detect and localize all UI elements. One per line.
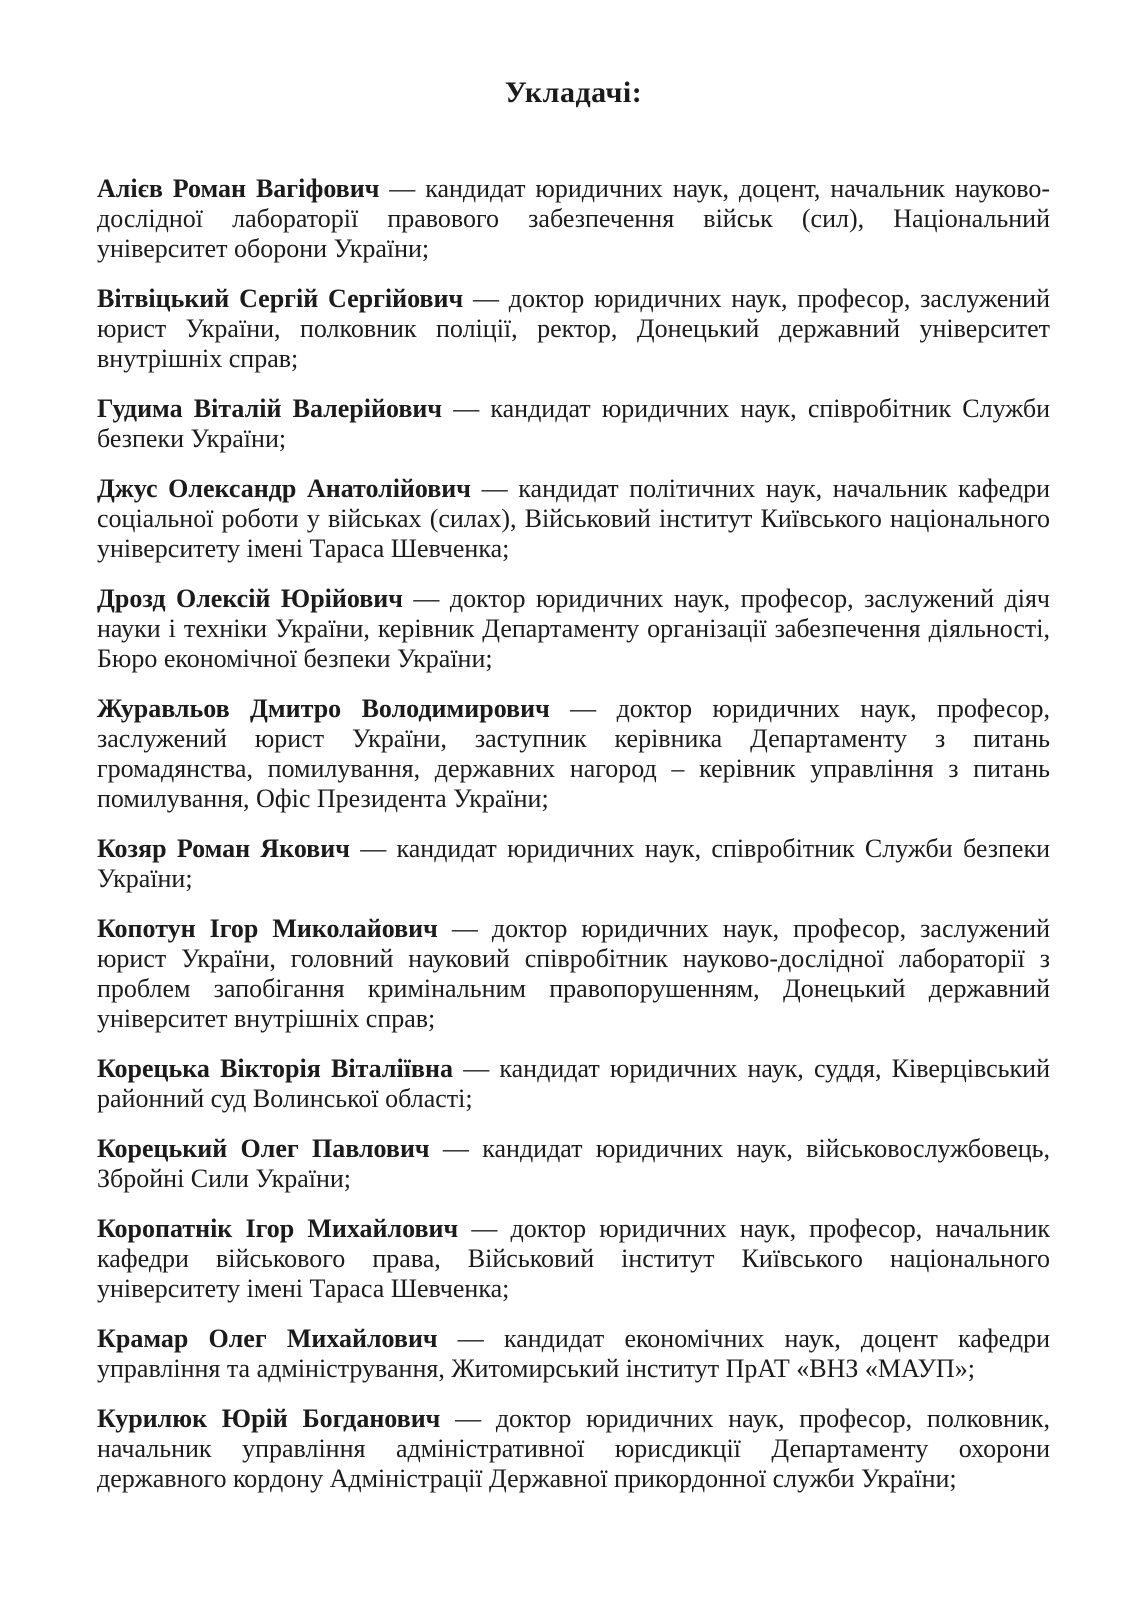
entry-name: Гудима Віталій Валерійович [97,394,443,423]
entry-name: Корецький Олег Павлович [97,1134,430,1163]
entry-name: Крамар Олег Михайлович [97,1324,438,1353]
entry-description: — кандидат юридичних наук, військовослужбовець, Збройні Сили України; [97,1134,1050,1193]
entry-name: Вітвіцький Сергій Сергійович [97,284,464,313]
entry [97,834,1050,894]
entry-description: — доктор юридичних наук, професор, заслужений юрист України, головний науковий співробітник науково-дослідної лабораторії з проблем запобігання кримінальним правопорушенням, Донецький державний університет внутрішніх справ; [97,914,1051,1033]
entry-name: Журавльов Дмитро Володимирович [97,694,550,723]
entry [97,474,1050,564]
entry-name: Коропатнік Ігор Михайлович [97,1214,459,1243]
entry-description: — кандидат юридичних наук, співробітник Служби безпеки України; [97,394,1051,453]
entry-name: Курилюк Юрій Богданович [97,1404,441,1433]
entry-description: — доктор юридичних наук, професор, начальник кафедри військового права, Військовий інститут Київського національного університету імені Тараса Шевченка; [97,1214,1050,1303]
entry [97,1324,1050,1384]
entry-description: — кандидат економічних наук, доцент кафедри управління та адміністрування, Житомирський інститут ПрАТ «ВНЗ «МАУП»; [97,1324,1051,1383]
entry [97,1054,1050,1114]
entry-name: Дрозд Олексій Юрійович [97,584,403,613]
entry [97,584,1050,674]
entry [97,284,1050,374]
entry [97,394,1050,454]
page-title: Укладачі: [504,76,643,109]
entry-description: — доктор юридичних наук, професор, заслужений юрист України, полковник поліції, ректор, Донецький державний університет внутрішніх справ; [97,284,1051,373]
entry-name: Копотун Ігор Миколайович [97,914,438,943]
entry-description: — доктор юридичних наук, професор, заслужений діяч науки і техніки України, керівник Департаменту організації забезпечення діяльності, Бюро економічної безпеки України; [97,584,1051,673]
entry [97,174,1050,264]
entry [97,1134,1050,1194]
entry [97,1404,1050,1494]
entries-list [97,174,1050,1494]
entry-description: — кандидат політичних наук, начальник кафедри соціальної роботи у військах (силах), Військовий інститут Київського національного університету імені Тараса Шевченка; [97,474,1050,563]
entry [97,914,1050,1034]
entry [97,1214,1050,1304]
entry-name: Корецька Вікторія Віталіївна [97,1054,453,1083]
entry-description: — кандидат юридичних наук, доцент, начальник науково-дослідної лабораторії правового забезпечення військ (сил), Національний університет оборони України; [97,174,1051,263]
entry [97,694,1050,814]
entry-name: Козяр Роман Якович [97,834,350,863]
entry-description: — кандидат юридичних наук, суддя, Ківерцівський районний суд Волинської області; [97,1054,1050,1113]
entry-name: Джус Олександр Анатолійович [97,474,471,503]
entry-name: Алієв Роман Вагіфович [97,174,380,203]
entry-description: — доктор юридичних наук, професор, заслужений юрист України, заступник керівника Департаменту з питань громадянства, помилування, державних нагород – керівник управління з питань помилування, Офіс Президента України; [97,694,1050,813]
entry-description: — кандидат юридичних наук, співробітник Служби безпеки України; [97,834,1050,893]
entry-description: — доктор юридичних наук, професор, полковник, начальник управління адміністративної юрисдикції Департаменту охорони державного кордону Адміністрації Державної прикордонної служби України; [97,1404,1050,1493]
